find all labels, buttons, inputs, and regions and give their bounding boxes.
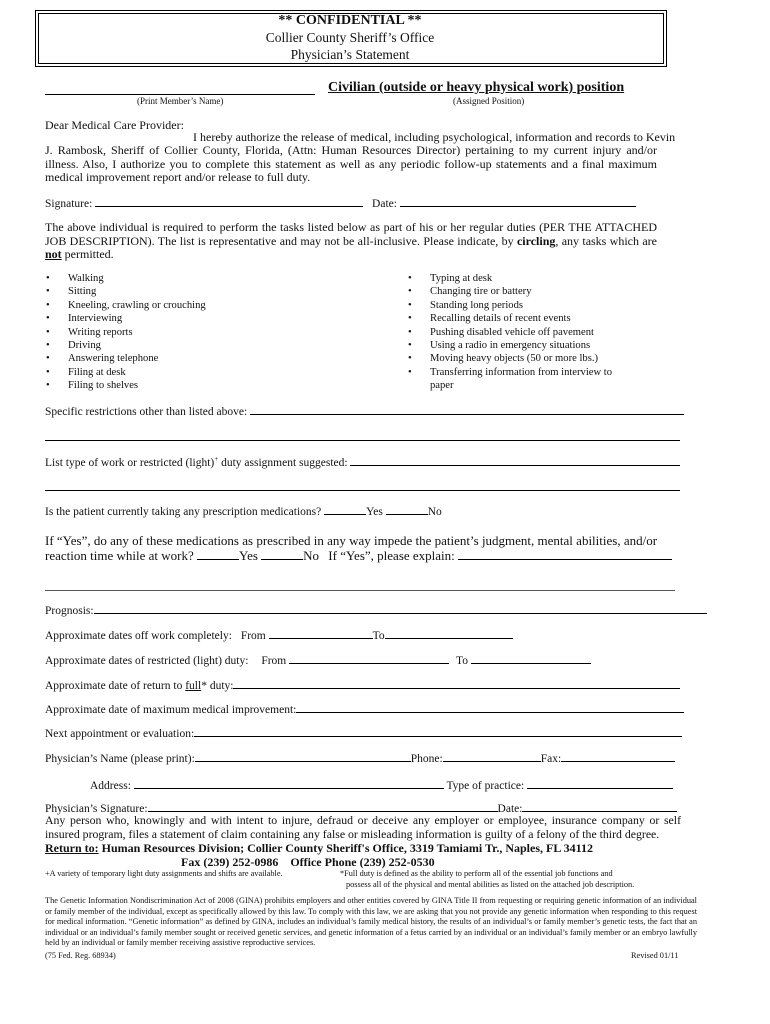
- return-full-emphasis: full: [185, 680, 202, 692]
- confidential-heading: ** CONFIDENTIAL **: [278, 13, 422, 28]
- tasks-instructions: The above individual is required to perform the tasks listed below as part of his or her regular duties (PER THE ATTACHED JOB DESCRIPTION). The list is representative and may not be all-inclusive. Please indicate, by circling, any tasks which are not permitted.: [45, 220, 657, 262]
- physician-date-label: Date:: [497, 803, 523, 815]
- light-duty-field[interactable]: [350, 455, 680, 466]
- specific-restrictions-label: Specific restrictions other than listed above:: [45, 406, 248, 418]
- task-item[interactable]: • Interviewing: [46, 312, 306, 325]
- physician-fax-label: Fax:: [540, 753, 562, 765]
- member-name-caption: (Print Member’s Name): [137, 96, 224, 106]
- physician-date-field[interactable]: [522, 801, 677, 812]
- medications-no-label: No: [427, 506, 442, 518]
- specific-restrictions-field[interactable]: [250, 404, 684, 415]
- off-work-to-field[interactable]: [385, 628, 513, 639]
- authorization-first-line: I hereby authorize the release of medical, including psychological, information and records to Kevin: [193, 130, 676, 144]
- impact-explain-label: If “Yes”, please explain:: [328, 548, 455, 563]
- position-caption: (Assigned Position): [453, 96, 525, 106]
- medications-yes-field[interactable]: [324, 504, 366, 515]
- circling-emphasis: circling: [516, 233, 556, 248]
- fraud-warning: Any person who, knowingly and with intent to injure, defraud or deceive any employer or employee, insurance company or self insured program, files a statement of claim containing any false or misleading information is guilty of a felony of the third degree.: [45, 813, 681, 841]
- impact-no-field[interactable]: [261, 549, 303, 560]
- member-name-line[interactable]: [45, 94, 315, 95]
- task-item[interactable]: • Typing at desk: [408, 272, 618, 285]
- next-appointment-row: [45, 726, 682, 740]
- light-duty-row: [45, 455, 680, 469]
- specific-restrictions-line-2[interactable]: [45, 440, 680, 441]
- not-emphasis: not: [45, 247, 62, 262]
- impact-yes-label: Yes: [238, 548, 258, 563]
- statement-title: Physician’s Statement: [290, 47, 410, 62]
- task-item[interactable]: • Sitting: [46, 285, 306, 298]
- impact-yes-field[interactable]: [197, 549, 239, 560]
- salutation: Dear Medical Care Provider:: [45, 118, 184, 132]
- task-list-right: [408, 272, 618, 393]
- return-to-label: Return to:: [45, 841, 99, 855]
- practice-type-field[interactable]: [527, 778, 673, 789]
- physician-name-row: [45, 751, 675, 765]
- return-to-line: [45, 841, 593, 856]
- signature-field[interactable]: [95, 196, 363, 207]
- task-list-left: [46, 272, 306, 393]
- physician-phone-field[interactable]: [443, 751, 541, 762]
- light-duty-label-rest: duty assignment suggested:: [218, 457, 348, 469]
- off-work-from-field[interactable]: [269, 628, 373, 639]
- light-duty-label: List type of work or restricted (light): [45, 457, 215, 469]
- physician-fax-field[interactable]: [561, 751, 675, 762]
- office-name: Collier County Sheriff’s Office: [265, 30, 435, 45]
- return-label: Approximate date of return to: [45, 680, 186, 692]
- physician-signature-label: Physician’s Signature:: [45, 803, 148, 815]
- prognosis-row: [45, 603, 707, 617]
- next-appointment-field[interactable]: [194, 726, 682, 737]
- task-item[interactable]: • Writing reports: [46, 326, 306, 339]
- off-work-label: Approximate dates off work completely:: [45, 630, 232, 642]
- full-duty-note-1: *Full duty is defined as the ability to perform all of the essential job functions and: [340, 869, 613, 878]
- medications-row: [45, 504, 442, 518]
- prognosis-label: Prognosis:: [45, 605, 94, 617]
- light-duty-mark: +: [214, 455, 219, 464]
- medication-impact-label: reaction time while at work?: [45, 548, 194, 563]
- impact-no-label: No: [303, 548, 320, 563]
- task-item[interactable]: • Recalling details of recent events: [408, 312, 618, 325]
- light-duty-line-2[interactable]: [45, 490, 680, 491]
- impact-explain-field[interactable]: [458, 549, 672, 560]
- restricted-from-label: From: [261, 655, 287, 667]
- return-label-end: * duty:: [201, 680, 234, 692]
- restricted-from-field[interactable]: [289, 653, 449, 664]
- task-item[interactable]: • Transferring information from interview to paper: [408, 366, 618, 393]
- mmi-field[interactable]: [296, 702, 684, 713]
- mmi-row: [45, 702, 684, 716]
- medications-yes-label: Yes: [366, 506, 383, 518]
- restricted-duty-row: [45, 653, 591, 667]
- revision-date: Revised 01/11: [631, 951, 679, 960]
- off-work-to-label: To: [372, 630, 385, 642]
- signature-row: [45, 196, 636, 210]
- task-item[interactable]: • Using a radio in emergency situations: [408, 339, 618, 352]
- full-duty-note-2: possess all of the physical and mental abilities as listed on the attached job description.: [346, 880, 635, 889]
- practice-type-label: Type of practice:: [446, 780, 525, 792]
- prognosis-field[interactable]: [94, 603, 707, 614]
- physician-name-field[interactable]: [195, 751, 411, 762]
- light-duty-note: +A variety of temporary light duty assignments and shifts are available.: [45, 869, 283, 878]
- medications-question: Is the patient currently taking any prescription medications?: [45, 506, 322, 518]
- task-item[interactable]: • Filing at desk: [46, 366, 306, 379]
- task-item[interactable]: • Walking: [46, 272, 306, 285]
- off-work-from-label: From: [240, 630, 266, 642]
- restricted-duty-label: Approximate dates of restricted (light) duty:: [45, 655, 249, 667]
- return-full-duty-field[interactable]: [233, 678, 680, 689]
- return-to-contact: Fax (239) 252-0986 Office Phone (239) 252-0530: [181, 855, 435, 869]
- signature-label: Signature:: [45, 198, 93, 210]
- task-item[interactable]: • Driving: [46, 339, 306, 352]
- task-item[interactable]: • Changing tire or battery: [408, 285, 618, 298]
- assigned-position-value: Civilian (outside or heavy physical work) position: [328, 80, 625, 95]
- date-field[interactable]: [400, 196, 636, 207]
- date-label: Date:: [372, 198, 397, 210]
- restricted-to-label: To: [455, 655, 468, 667]
- medications-no-field[interactable]: [386, 504, 428, 515]
- gina-notice: The Genetic Information Nondiscrimination Act of 2008 (GINA) prohibits employers and other entities covered by GINA Title II from requesting or requiring genetic information of an individual or family member of the individual, except as specifically allowed by this law. To comply with this law, we are asking that you not provide any genetic information when responding to this request for medical information. “Genetic information” as defined by GINA, includes an individual’s family medical history, the results of an individual’s or family member’s genetic tests, the fact that an individual or an individual’s family member sought or received genetic services, and genetic information of a fetus carried by an individual or an individual’s family member or an embryo lawfully held by an individual or family member receiving assistive reproductive services.: [45, 896, 697, 948]
- physician-name-label: Physician’s Name (please print):: [45, 753, 195, 765]
- return-full-duty-row: [45, 678, 680, 692]
- next-appointment-label: Next appointment or evaluation:: [45, 728, 195, 740]
- return-to-address: Human Resources Division; Collier County Sheriff's Office, 3319 Tamiami Tr., Naples, FL 34112: [98, 841, 594, 855]
- physician-address-row: [90, 778, 673, 792]
- task-item[interactable]: • Moving heavy objects (50 or more lbs.): [408, 352, 618, 365]
- medication-impact-question: If “Yes”, do any of these medications as prescribed in any way impede the patient’s judgment, mental abilities, and/or: [45, 533, 658, 548]
- physician-address-field[interactable]: [134, 778, 444, 789]
- task-item[interactable]: • Kneeling, crawling or crouching: [46, 299, 306, 312]
- restricted-to-field[interactable]: [471, 653, 591, 664]
- impact-explain-line-2[interactable]: [45, 590, 675, 591]
- task-item[interactable]: • Answering telephone: [46, 352, 306, 365]
- off-work-row: [45, 628, 513, 642]
- specific-restrictions-row: [45, 404, 684, 418]
- physician-signature-field[interactable]: [148, 801, 498, 812]
- federal-citation: (75 Fed. Reg. 68934): [45, 951, 116, 960]
- task-item[interactable]: • Pushing disabled vehicle off pavement: [408, 326, 618, 339]
- authorization-body: J. Rambosk, Sheriff of Collier County, Florida, (Attn: Human Resources Director) pertaining to my current injury and/or illness. Also, I authorize you to complete this statement as well as any periodic follow-up statements and a final maximum medical improvement report and/or release to full duty.: [45, 143, 657, 185]
- task-item[interactable]: • Filing to shelves: [46, 379, 306, 392]
- task-item[interactable]: • Standing long periods: [408, 299, 618, 312]
- mmi-label: Approximate date of maximum medical improvement:: [45, 704, 297, 716]
- physician-address-label: Address:: [90, 780, 131, 792]
- medication-impact-row: [45, 548, 672, 564]
- physician-phone-label: Phone:: [410, 753, 443, 765]
